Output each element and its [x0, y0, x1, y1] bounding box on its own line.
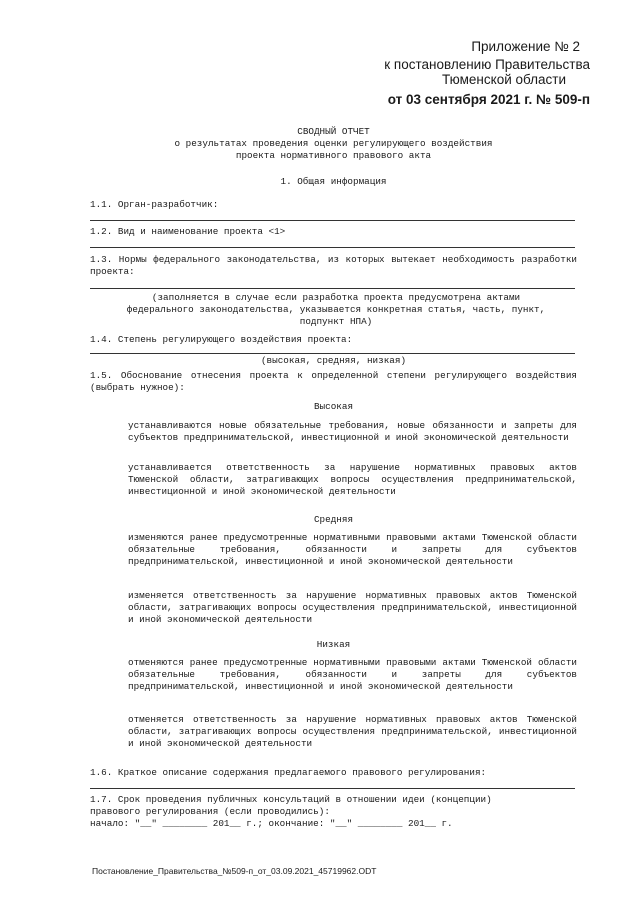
fill-line: [90, 788, 575, 789]
item-1-3: 1.3. Нормы федерального законодательства, из которых вытекает необходимость разработки проекта:: [90, 254, 577, 277]
report-title: СВОДНЫЙ ОТЧЕТ: [297, 126, 370, 137]
document-filename: Постановление_Правительства_№509-п_от_03.09.2021_45719962.ODT: [92, 866, 377, 876]
level-medium-p2: изменяется ответственность за нарушение нормативных правовых актов Тюменской области, затрагивающих вопросы осуществления предпринимательской, инвестиционной и иной экономической деятельности: [128, 590, 577, 625]
level-medium-p1: изменяются ранее предусмотренные нормативными правовыми актами Тюменской области обязательные требования, обязанности и запреты для субъектов предпринимательской, инвестиционной и иной экономической деятельности: [128, 532, 577, 567]
level-high-p1: устанавливаются новые обязательные требования, новые обязанности и запреты для субъектов предпринимательской, инвестиционной и иной экономической деятельности: [128, 420, 577, 443]
item-1-4: 1.4. Степень регулирующего воздействия проекта:: [90, 334, 353, 345]
appendix-region: Тюменской области: [442, 72, 566, 87]
appendix-resolution-ref: к постановлению Правительства: [384, 57, 590, 72]
level-low-p1: отменяются ранее предусмотренные нормативными правовыми актами Тюменской области обязательные требования, обязанности и запреты для субъектов предпринимательской, инвестиционной и иной экономической деятельности: [128, 657, 577, 692]
item-1-7-line1: 1.7. Срок проведения публичных консультаций в отношении идеи (концепции): [90, 794, 492, 805]
level-low-p2: отменяется ответственность за нарушение нормативных правовых актов Тюменской области, затрагивающих вопросы осуществления предпринимательской, инвестиционной и иной экономической деятельности: [128, 714, 577, 749]
item-1-7-dates: начало: "__" ________ 201__ г.; окончание: "__" ________ 201__ г.: [90, 818, 453, 829]
appendix-number: Приложение № 2: [471, 39, 580, 54]
fill-line: [90, 247, 575, 248]
item-1-6: 1.6. Краткое описание содержания предлагаемого правового регулирования:: [90, 767, 487, 778]
section-title: 1. Общая информация: [280, 176, 387, 187]
appendix-date-number: от 03 сентября 2021 г. № 509-п: [387, 92, 590, 107]
report-subtitle-1: о результатах проведения оценки регулирующего воздействия: [174, 138, 493, 149]
level-medium-label: Средняя: [313, 514, 354, 525]
fill-line: [90, 288, 575, 289]
level-high-label: Высокая: [313, 401, 354, 412]
report-subtitle-2: проекта нормативного правового акта: [235, 150, 432, 161]
item-1-2: 1.2. Вид и наименование проекта <1>: [90, 226, 286, 237]
item-1-5: 1.5. Обоснование отнесения проекта к определенной степени регулирующего воздействия (выбрать нужное):: [90, 370, 577, 393]
level-low-label: Низкая: [316, 639, 351, 650]
level-high-p2: устанавливается ответственность за нарушение нормативных правовых актов Тюменской области, затрагивающих вопросы осуществления предпринимательской, инвестиционной и иной экономической деятельности: [128, 462, 577, 497]
item-1-7-line2: правового регулирования (если проводились):: [90, 806, 330, 817]
item-1-1: 1.1. Орган-разработчик:: [90, 199, 219, 210]
fill-line: [90, 353, 575, 354]
item-1-4-note: (высокая, средняя, низкая): [260, 355, 407, 366]
item-1-3-note: (заполняется в случае если разработка проекта предусмотрена актами федерального законодательства, указывается конкретная статья, часть, пункт, подпункт НПА): [126, 292, 546, 327]
fill-line: [90, 220, 575, 221]
